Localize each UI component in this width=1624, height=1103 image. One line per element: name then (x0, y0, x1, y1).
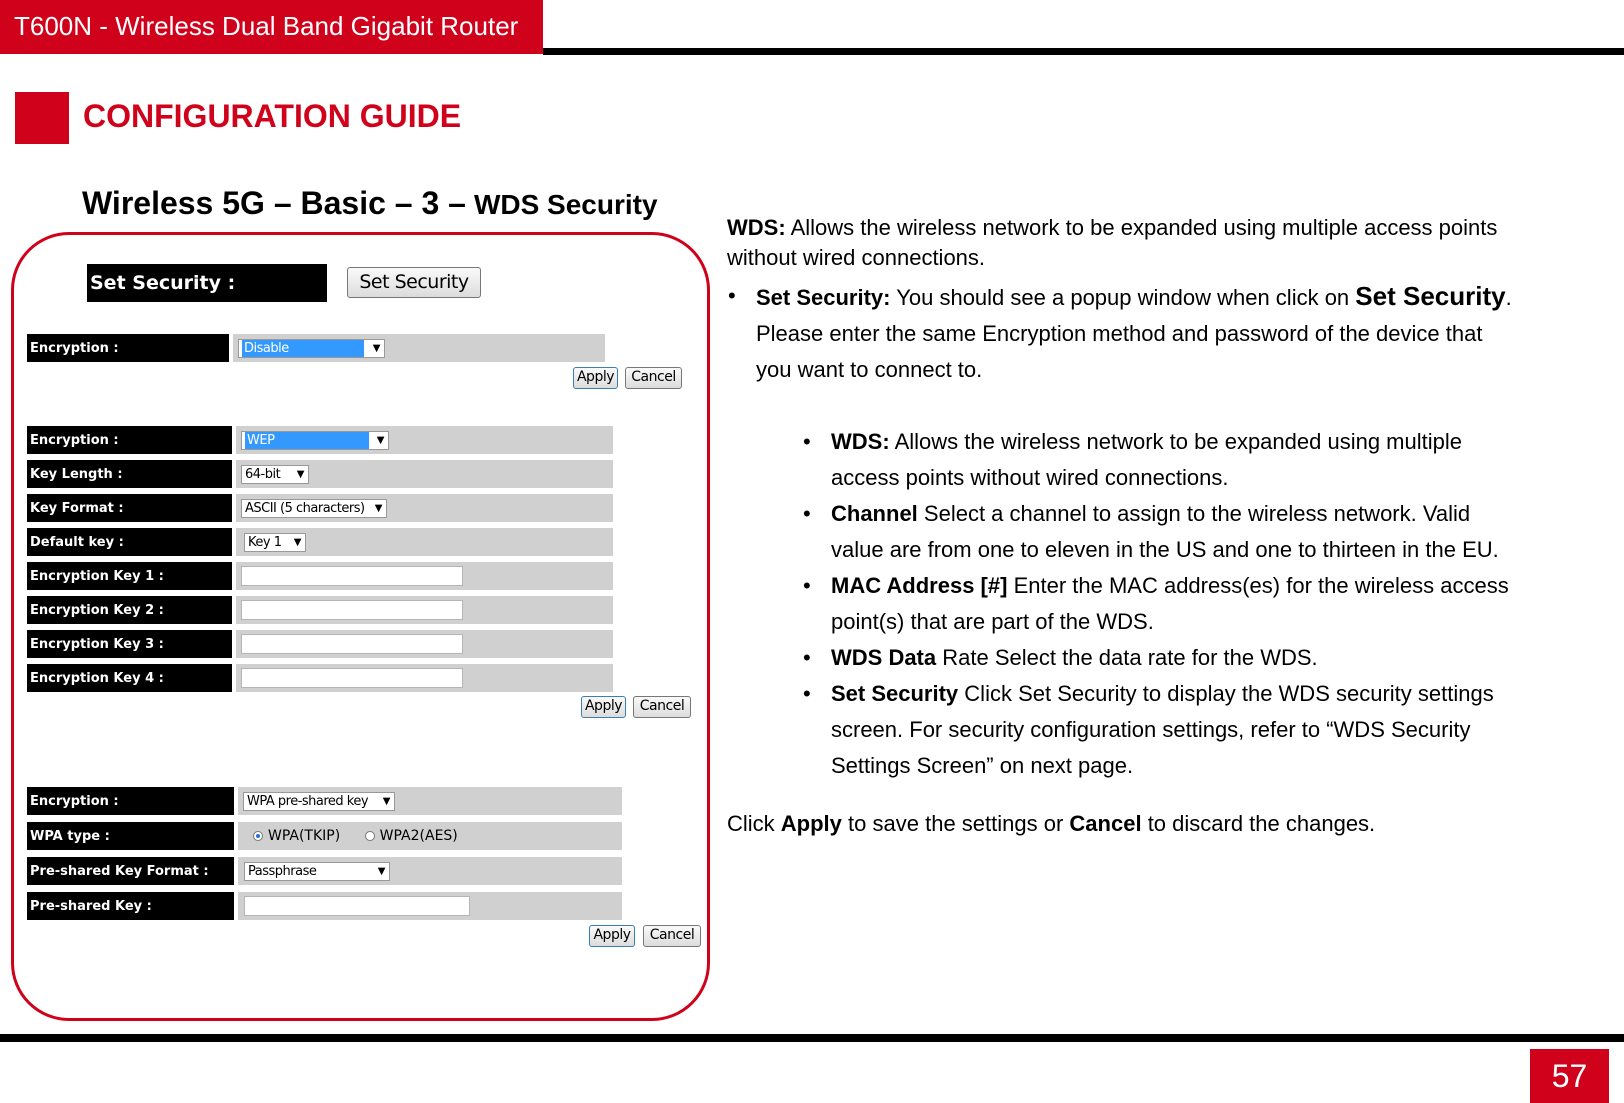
key-format-select[interactable] (241, 499, 387, 518)
set-security-text: You should see a popup window when click on (896, 285, 1350, 310)
set-security-button[interactable]: Set Security (347, 267, 481, 298)
chevron-down-icon: ▼ (376, 435, 384, 446)
chevron-down-icon: ▼ (377, 866, 385, 877)
chevron-down-icon: ▼ (296, 469, 304, 480)
wpa2-aes-label: WPA2(AES) (379, 828, 458, 844)
set-security-bullet (728, 278, 1512, 388)
item-term: WDS: (831, 429, 890, 454)
click-pre: Click (727, 811, 775, 836)
bullet-dot: • (803, 573, 811, 598)
bullet-dot: • (803, 645, 811, 670)
item-set-security (803, 676, 1494, 784)
click-apply-note (727, 809, 1375, 839)
footer-rule (0, 1034, 1624, 1042)
chevron-down-icon: ▼ (293, 537, 301, 548)
encryption-key1-input[interactable] (241, 566, 463, 586)
item-term: WDS Data (831, 645, 937, 670)
default-key-label: Default key : (27, 528, 232, 556)
form3-encryption-select[interactable] (243, 792, 395, 811)
form3-encryption-label: Encryption : (27, 787, 234, 815)
psk-format-select[interactable] (244, 862, 390, 881)
guide-title: CONFIGURATION GUIDE (83, 98, 462, 134)
item-term: Set Security (831, 681, 959, 706)
psk-format-value: Passphrase (248, 864, 317, 879)
item-wds-data (803, 640, 1318, 676)
wpa-tkip-radio[interactable] (253, 831, 263, 841)
item-line2: value are from one to eleven in the US and one to thirteen in the EU. (831, 537, 1499, 562)
click-cancel: Cancel (1069, 811, 1142, 836)
item-line1: Enter the MAC address(es) for the wireless access (1013, 573, 1509, 598)
bullet-dot: • (803, 429, 811, 454)
set-security-term: Set Security: (756, 285, 891, 310)
chevron-down-icon: ▼ (372, 343, 380, 354)
key-length-label: Key Length : (27, 460, 232, 488)
encryption-key1-label: Encryption Key 1 : (27, 562, 232, 590)
encryption-key3-label: Encryption Key 3 : (27, 630, 232, 658)
form3-encryption-value: WPA pre-shared key (247, 794, 369, 809)
set-security-line3: you want to connect to. (756, 357, 983, 382)
default-key-value: Key 1 (248, 535, 282, 550)
default-key-select[interactable] (244, 533, 306, 552)
set-security-link: Set Security (1355, 281, 1506, 311)
section-title-main: Wireless 5G – Basic – 3 – (82, 185, 466, 221)
encryption-key3-input[interactable] (241, 634, 463, 654)
item-channel (803, 496, 1499, 568)
click-apply: Apply (780, 811, 842, 836)
form1-cancel-button[interactable]: Cancel (625, 367, 682, 389)
form2-encryption-label: Encryption : (27, 426, 232, 454)
psk-format-label: Pre-shared Key Format : (27, 857, 234, 885)
item-line1: Select a channel to assign to the wireless network. Valid (923, 501, 1471, 526)
set-security-line2: Please enter the same Encryption method and password of the device that (756, 321, 1483, 346)
set-security-label: Set Security : (87, 264, 327, 302)
guide-marker (15, 92, 69, 144)
chevron-down-icon: ▼ (382, 796, 390, 807)
encryption-key4-input[interactable] (241, 668, 463, 688)
key-format-label: Key Format : (27, 494, 232, 522)
wpa-type-label: WPA type : (27, 822, 234, 850)
bullet-dot: • (803, 681, 811, 706)
click-mid: to save the settings or (848, 811, 1064, 836)
key-length-value: 64-bit (245, 467, 281, 482)
item-line2: point(s) that are part of the WDS. (831, 609, 1154, 634)
item-wds (803, 424, 1462, 496)
set-security-period: . (1505, 285, 1512, 310)
page-number: 57 (1530, 1049, 1609, 1103)
section-subtitle: WDS Security (473, 189, 658, 220)
item-term: Channel (831, 501, 918, 526)
item-line3: Settings Screen” on next page. (831, 753, 1134, 778)
form1-encryption-value: Disable (242, 340, 364, 357)
form2-encryption-select[interactable] (241, 431, 389, 450)
encryption-key2-input[interactable] (241, 600, 463, 620)
form2-cancel-button[interactable]: Cancel (633, 696, 691, 718)
form1-encryption-label: Encryption : (27, 334, 229, 362)
wpa2-aes-radio[interactable] (365, 831, 375, 841)
form3-apply-button[interactable]: Apply (589, 925, 635, 947)
item-line2: access points without wired connections. (831, 465, 1229, 490)
key-format-value: ASCII (5 characters) (245, 501, 365, 516)
item-line1: Rate Select the data rate for the WDS. (942, 645, 1318, 670)
section-title (82, 182, 658, 226)
wds-text2: without wired connections. (727, 245, 986, 270)
wds-term: WDS: (727, 215, 786, 240)
item-term: MAC Address [#] (831, 573, 1008, 598)
item-line1: Click Set Security to display the WDS security settings (964, 681, 1494, 706)
item-line1: Allows the wireless network to be expanded using multiple (894, 429, 1462, 454)
chevron-down-icon: ▼ (374, 503, 382, 514)
item-mac-address (803, 568, 1509, 640)
wpa-type-options (253, 827, 458, 845)
form1-apply-button[interactable]: Apply (573, 367, 618, 389)
psk-label: Pre-shared Key : (27, 892, 234, 920)
form2-apply-button[interactable]: Apply (581, 696, 626, 718)
bullet-dot: • (728, 283, 736, 308)
header-title: T600N - Wireless Dual Band Gigabit Router (0, 0, 543, 54)
psk-input[interactable] (244, 896, 470, 916)
form1-encryption-select[interactable] (238, 339, 385, 358)
encryption-key4-label: Encryption Key 4 : (27, 664, 232, 692)
key-length-select[interactable] (241, 465, 309, 484)
item-line2: screen. For security configuration settings, refer to “WDS Security (831, 717, 1471, 742)
bullet-dot: • (803, 501, 811, 526)
wds-text: Allows the wireless network to be expanded using multiple access points (790, 215, 1498, 240)
wpa-tkip-label: WPA(TKIP) (268, 828, 341, 844)
click-post: to discard the changes. (1147, 811, 1376, 836)
encryption-key2-label: Encryption Key 2 : (27, 596, 232, 624)
header-rule (543, 48, 1624, 55)
form3-cancel-button[interactable]: Cancel (643, 925, 701, 947)
form2-encryption-value: WEP (245, 432, 369, 449)
wds-intro (727, 213, 1497, 273)
